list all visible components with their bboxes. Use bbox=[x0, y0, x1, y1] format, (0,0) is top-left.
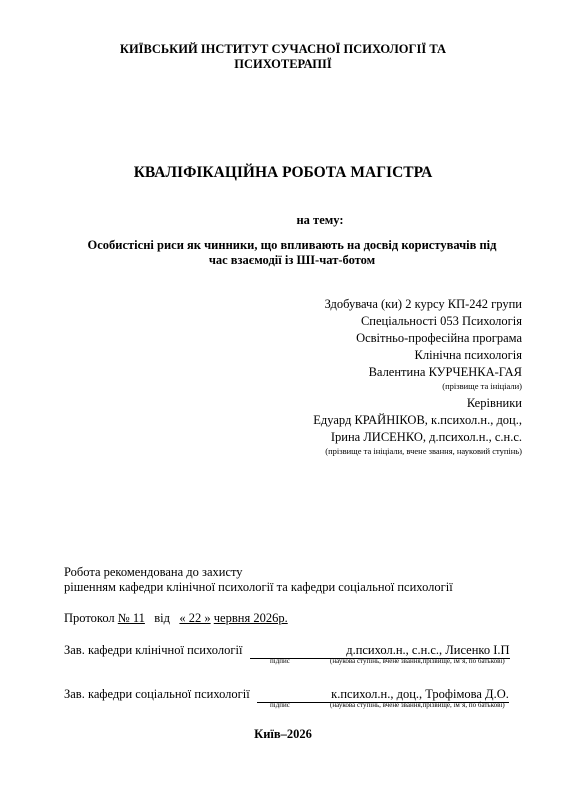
institute-name bbox=[0, 42, 566, 72]
student-name-caption: (прізвище та ініціали) bbox=[442, 381, 522, 391]
document-title: КВАЛІФІКАЦІЙНА РОБОТА МАГІСТРА bbox=[133, 164, 433, 181]
topic-label: на тему: bbox=[296, 213, 344, 227]
head-clinical-value-caption: (наукова ступінь, вчене звання,прізвище, ім’я, по батькові) bbox=[330, 657, 505, 665]
recommendation-line-2: рішенням кафедри клінічної психології та кафедри соціальної психології bbox=[64, 580, 453, 594]
head-clinical-label: Зав. кафедри клінічної психології bbox=[64, 643, 243, 657]
institute-line-1: КИЇВСЬКИЙ ІНСТИТУТ СУЧАСНОЇ ПСИХОЛОГІЇ ТА bbox=[119, 42, 447, 56]
topic-line-1: Особистісні риси як чинники, що впливають на досвід користувачів під bbox=[87, 238, 497, 252]
student-line-3: Освітньо-професійна програма bbox=[356, 331, 522, 345]
head-social-sign-caption: підпис bbox=[270, 701, 290, 709]
protocol-label: Протокол bbox=[64, 611, 115, 625]
protocol-from: від bbox=[154, 611, 171, 625]
supervisors-caption: (прізвище та ініціали, вчене звання, науковий ступінь) bbox=[325, 446, 522, 456]
student-line-4: Клінічна психологія bbox=[414, 348, 522, 362]
head-social-label: Зав. кафедри соціальної психології bbox=[64, 687, 250, 701]
head-clinical-value: д.психол.н., с.н.с., Лисенко І.П bbox=[320, 643, 510, 659]
supervisor-2: Ірина ЛИСЕНКО, д.психол.н., с.н.с. bbox=[330, 430, 522, 444]
thesis-topic bbox=[0, 238, 566, 268]
protocol-number: № 11 bbox=[117, 611, 145, 625]
protocol-day: « 22 » bbox=[179, 611, 211, 625]
city-year: Київ–2026 bbox=[254, 727, 312, 741]
head-social-value-caption: (наукова ступінь, вчене звання,прізвище, ім’я, по батькові) bbox=[330, 701, 505, 709]
supervisors-heading: Керівники bbox=[466, 396, 522, 410]
institute-line-2: ПСИХОТЕРАПІЇ bbox=[234, 57, 332, 71]
head-clinical-sign-caption: підпис bbox=[270, 657, 290, 665]
student-line-2: Спеціальності 053 Психологія bbox=[360, 314, 522, 328]
author-info-block bbox=[313, 296, 522, 460]
topic-line-2: час взаємодії із ШІ-чат-ботом bbox=[208, 253, 376, 267]
head-social-value: к.психол.н., доц., Трофімова Д.О. bbox=[315, 687, 509, 703]
recommendation-block bbox=[64, 565, 453, 595]
student-line-1: Здобувача (ки) 2 курсу КП-242 групи bbox=[324, 297, 522, 311]
recommendation-line-1: Робота рекомендована до захисту bbox=[64, 565, 243, 579]
protocol-month-year: червня 2026р. bbox=[213, 611, 288, 625]
protocol-line bbox=[64, 611, 288, 626]
student-name: Валентина КУРЧЕНКА-ГАЯ bbox=[368, 365, 522, 379]
supervisor-1: Едуард КРАЙНІКОВ, к.психол.н., доц., bbox=[313, 413, 522, 427]
